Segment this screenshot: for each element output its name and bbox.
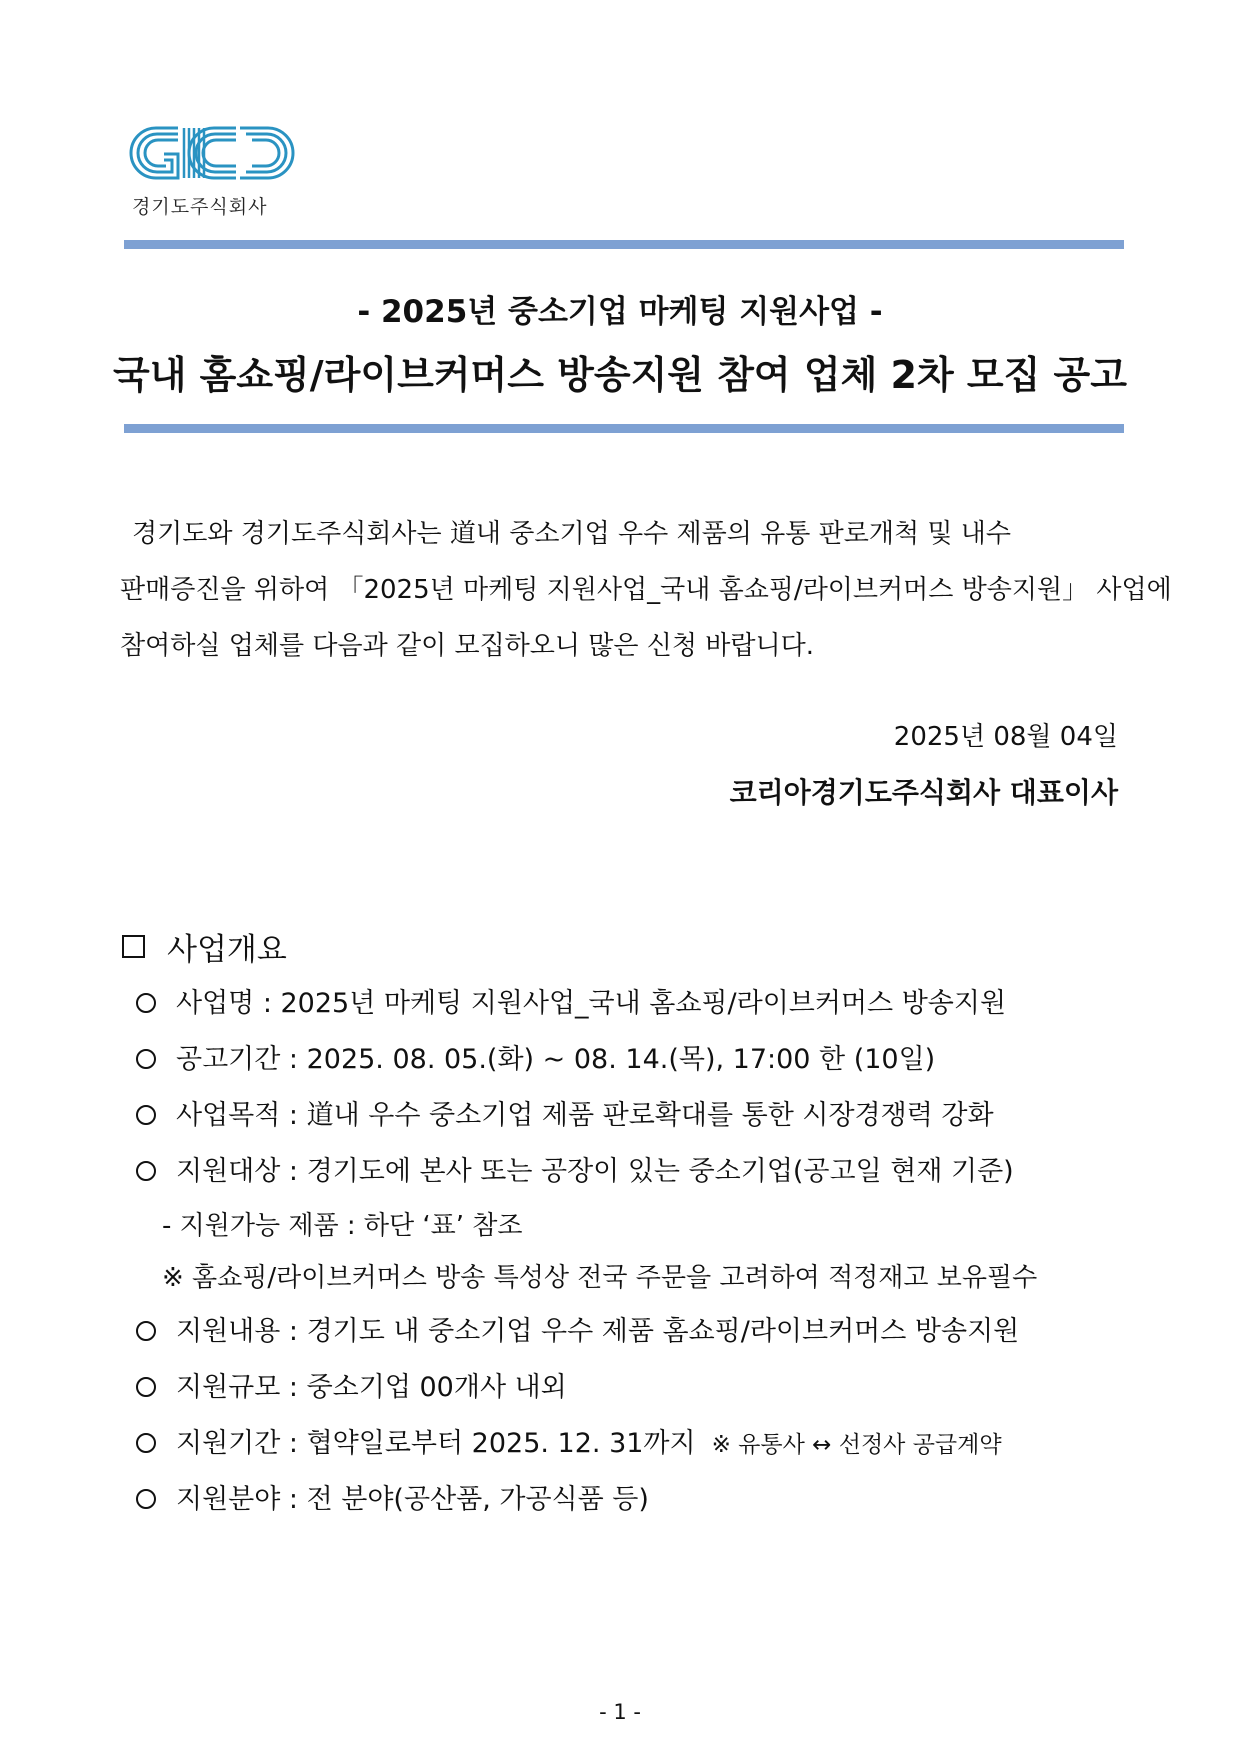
sub-item: - 지원가능 제품 : 하단 ‘표’ 참조 — [162, 1211, 523, 1241]
list-item-text: 지원내용 : 경기도 내 중소기업 우수 제품 홈쇼핑/라이브커머스 방송지원 — [176, 1316, 1020, 1347]
company-logo — [128, 120, 298, 219]
overview-list — [136, 976, 1136, 1528]
document-subtitle: - 2025년 중소기업 마케팅 지원사업 - — [357, 294, 883, 330]
list-item-text: 사업명 : 2025년 마케팅 지원사업_국내 홈쇼핑/라이브커머스 방송지원 — [176, 988, 1007, 1019]
bullet-circle-icon — [136, 1489, 156, 1509]
list-item — [136, 1360, 1136, 1416]
list-item — [136, 1032, 1136, 1088]
bullet-circle-icon — [136, 1161, 156, 1181]
section-heading — [122, 924, 287, 969]
list-item-text: 지원기간 : 협약일로부터 2025. 12. 31까지 — [176, 1428, 696, 1459]
bullet-circle-icon — [136, 1433, 156, 1453]
header-rule-top — [124, 240, 1124, 249]
intro-line: 판매증진을 위하여 「2025년 마케팅 지원사업_국내 홈쇼핑/라이브커머스 방송지원」 사업에 — [120, 575, 1172, 605]
header-rule-bottom — [124, 424, 1124, 433]
announcement-date: 2025년 08월 04일 — [893, 722, 1118, 752]
sub-item-note: ※ 홈쇼핑/라이브커머스 방송 특성상 전국 주문을 고려하여 적정재고 보유필수 — [162, 1263, 1038, 1293]
list-item — [136, 1088, 1136, 1144]
bullet-circle-icon — [136, 1105, 156, 1125]
intro-paragraph — [120, 506, 1172, 674]
intro-line: 경기도와 경기도주식회사는 道내 중소기업 우수 제품의 유통 판로개척 및 내수 — [132, 519, 1011, 549]
page-number: - 1 - — [599, 1700, 641, 1724]
list-item-text: 지원대상 : 경기도에 본사 또는 공장이 있는 중소기업(공고일 현재 기준) — [176, 1156, 1014, 1187]
list-item-text: 지원규모 : 중소기업 00개사 내외 — [176, 1372, 567, 1403]
intro-line: 참여하실 업체를 다음과 같이 모집하오니 많은 신청 바랍니다. — [120, 631, 815, 661]
list-item — [136, 1304, 1136, 1360]
issuer-name: 코리아경기도주식회사 대표이사 — [729, 776, 1118, 809]
bullet-circle-icon — [136, 1049, 156, 1069]
bullet-circle-icon — [136, 1321, 156, 1341]
list-item — [136, 1416, 1136, 1472]
logo-caption: 경기도주식회사 — [132, 196, 268, 218]
checkbox-square-icon — [122, 935, 145, 958]
document-title: 국내 홈쇼핑/라이브커머스 방송지원 참여 업체 2차 모집 공고 — [113, 353, 1127, 397]
period-note: ※ 유통사 ↔ 선정사 공급계약 — [711, 1432, 1002, 1458]
bullet-circle-icon — [136, 993, 156, 1013]
gcd-logo-icon — [128, 120, 298, 186]
bullet-circle-icon — [136, 1377, 156, 1397]
list-item — [136, 976, 1136, 1032]
list-item-text: 사업목적 : 道내 우수 중소기업 제품 판로확대를 통한 시장경쟁력 강화 — [176, 1100, 994, 1131]
list-item — [136, 1144, 1136, 1200]
list-item — [136, 1472, 1136, 1528]
list-item-text: 지원분야 : 전 분야(공산품, 가공식품 등) — [176, 1484, 649, 1515]
list-item-text: 공고기간 : 2025. 08. 05.(화) ~ 08. 14.(목), 17:00 한 (10일) — [176, 1044, 936, 1075]
section-heading-text: 사업개요 — [167, 932, 287, 968]
